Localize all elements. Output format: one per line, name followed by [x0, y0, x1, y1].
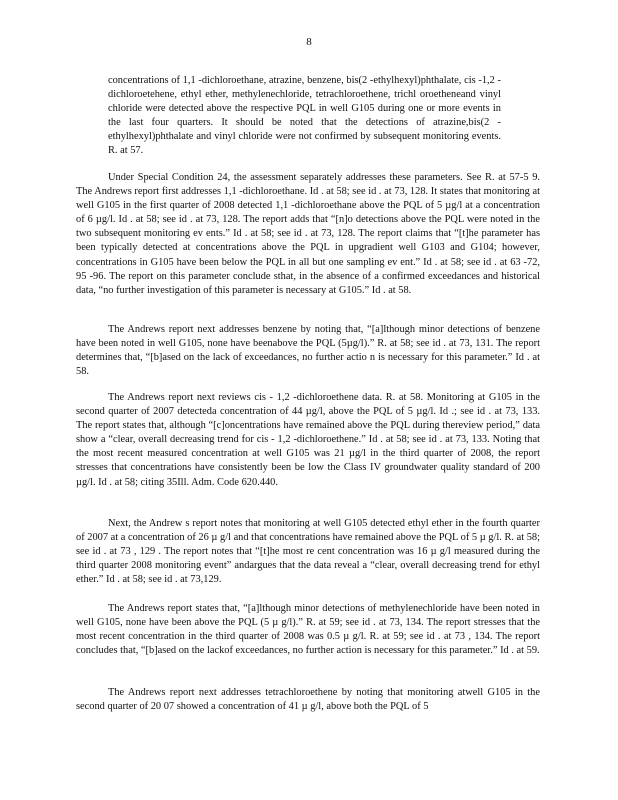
paragraph: Under Special Condition 24, the assessment separately addresses these parameters. See R. at 57-5 9. The Andrews report first addresses 1,1 -dichloroethane. Id . at 58; see id . at 73, 128. It states that monitoring at well G105 in the first quarter of 2008 detected 1,1 -dichloroethane above the PQL of 5 µg/l at a concentration of 6 µg/l. Id . at 58; see id . at 73, 128. The report adds that “[n]o detections above the PQL were noted in the two subsequent monitoring ev ents.” Id . at 58; see id . at 73, 128. The report claims that “[t]he parameter has been typically detected at concentrations above the PQL in upgradient well G103 and G104; however, concentrations in G105 have been below the PQL in all but one sampling ev ent.” Id . at 58; see id . at 63 -72, 95 -96. The report on this parameter conclude sthat, in the absence of a confirmed exceedances and historical data, “no further investigation of this parameter is necessary at G105.” Id . at 58.: [76, 172, 540, 296]
paragraph: concentrations of 1,1 -dichloroethane, atrazine, benzene, bis(2 -ethylhexyl)phthalate, cis -1,2 -dichloroetehene, ethyl ether, methylenechloride, tetrachloroethene, trichl oroetheneand vinyl chloride were detected above the respective PQL in well G105 during one or more events in the last four quarters. It should be noted that the detections of atrazine,bis(2 -ethylhexyl)phthalate and vinyl chloride were not confirmed by subsequent monitoring events. R. at 57.: [108, 75, 501, 157]
paragraph: The Andrews report next reviews cis - 1,2 -dichloroethene data. R. at 58. Monitoring at G105 in the second quarter of 2007 detecteda concentration of 44 µg/l, above the PQL of 5 µg/l. Id .; see id . at 73, 133. The report states that, although “[c]oncentrations have remained above the PQL during thereview period,” data show a “clear, overall decreasing trend for cis - 1,2 -dichloroethene.” Id . at 58; see id . at 73, 133. Noting that the most recent measured concentration at well G105 was 21 µg/l in the third quarter of 2008, the report stresses that concentrations have consistently been be low the Class IV groundwater quality standard of 200 µg/l. Id . at 58; citing 35Ill. Adm. Code 620.440.: [76, 392, 540, 488]
paragraph: Next, the Andrew s report notes that monitoring at well G105 detected ethyl ether in the fourth quarter of 2007 at a concentration of 26 µ g/l and that concentrations have remained above the PQL of 5 µ g/l. R. at 58; see id . at 73 , 129 . The report notes that “[t]he most re cent concentration was 16 µ g/l measured during the third quarter 2008 monitoring event” andargues that the data reveal a “clear, overall decreasing trend for ethyl ether.” Id . at 58; see id . at 73,129.: [76, 518, 540, 586]
page-number: 8: [306, 36, 312, 48]
quoted-passage: [108, 74, 501, 159]
body-paragraph-special-condition-24: [76, 171, 540, 298]
paragraph: The Andrews report states that, “[a]lthough minor detections of methylenechloride have been noted in well G105, none have been above the PQL (5 µ g/l).” R. at 59; see id . at 73, 134. The report stresses that the most recent concentration in the third quarter of 2008 was 0.5 µ g/l. R. at 59; see id . at 73 , 134. The report concludes that, “[b]ased on the lackof exceedances, no further action is necessary for this parameter.” Id . at 59.: [76, 603, 540, 657]
body-paragraph-cis-dichloroethene: [76, 391, 540, 490]
body-paragraph-tetrachloroethene: [76, 686, 540, 714]
body-paragraph-methylenechloride: [76, 602, 540, 658]
body-paragraph-ethyl-ether: [76, 517, 540, 587]
paragraph: The Andrews report next addresses benzene by noting that, “[a]lthough minor detections of benzene have been noted in well G105, none have beenabove the PQL (5µg/l).” R. at 58; see id . at 73, 131. The report determines that, “[b]ased on the lack of exceedances, no further actio n is necessary for this parameter.” Id . at 58.: [76, 324, 540, 378]
paragraph: The Andrews report next addresses tetrachloroethene by noting that monitoring atwell G105 in the second quarter of 20 07 showed a concentration of 41 µ g/l, above both the PQL of 5: [76, 687, 540, 713]
body-paragraph-benzene: [76, 323, 540, 379]
